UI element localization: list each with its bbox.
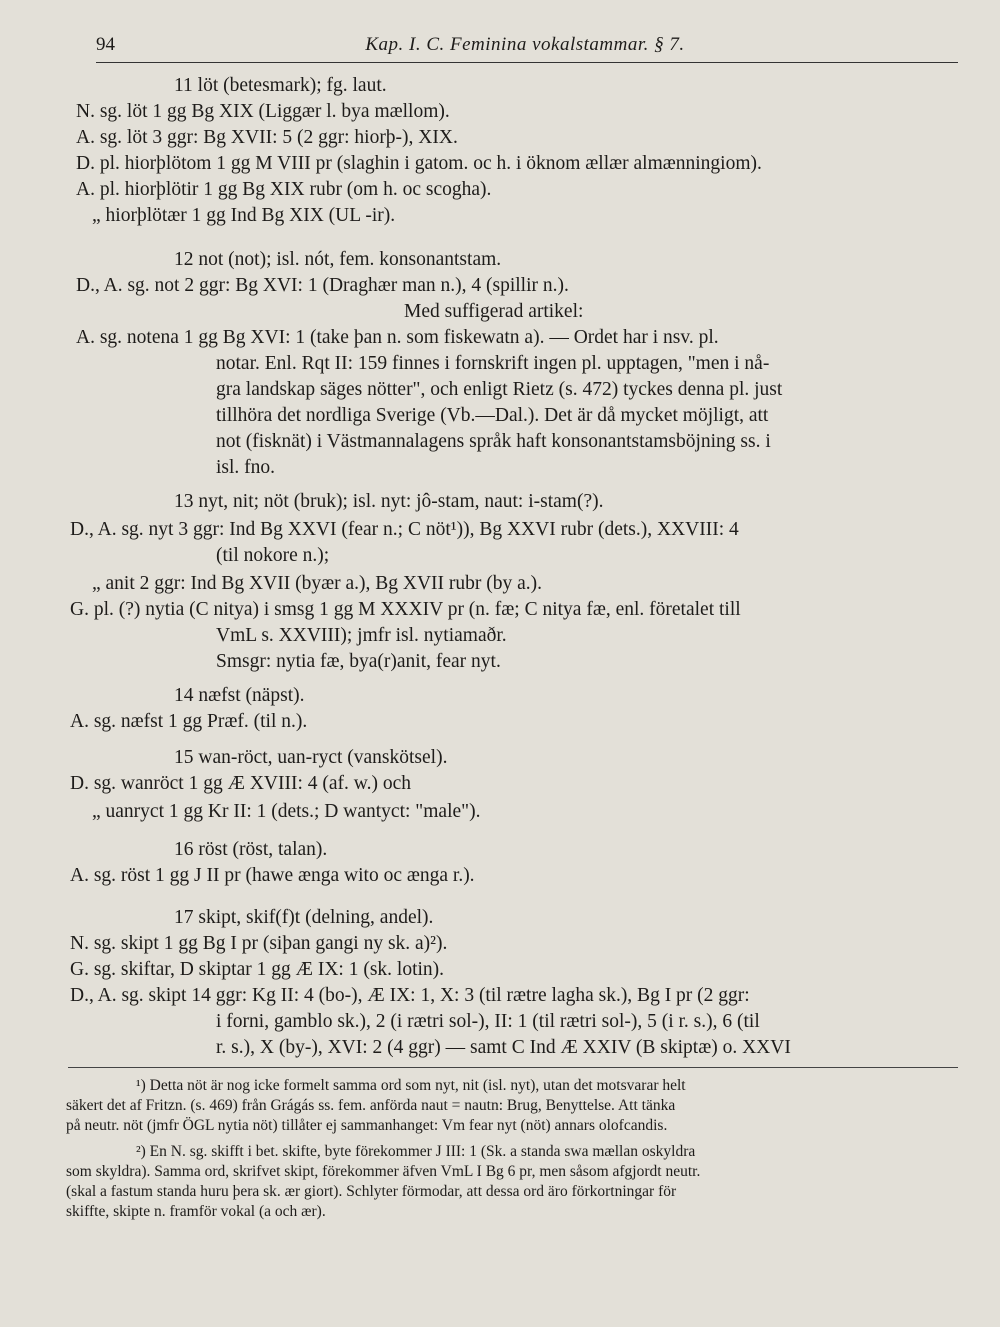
text-line: notar. Enl. Rqt II: 159 finnes i fornskrift ingen pl. upptagen, "men i nå- (216, 353, 770, 374)
footnote-line: ¹) Detta nöt är nog icke formelt samma ord som nyt, nit (isl. nyt), utan det motsvarar helt (136, 1077, 686, 1094)
text-line: gra landskap säges nötter", och enligt Rietz (s. 472) tyckes denna pl. just (216, 379, 783, 400)
entry-heading: 14 næfst (näpst). (174, 685, 305, 706)
text-line: D. sg. wanröct 1 gg Æ XVIII: 4 (af. w.) och (70, 773, 411, 794)
text-line: r. s.), X (by-), XVI: 2 (4 ggr) — samt C Ind Æ XXIV (B skiptæ) o. XXVI (216, 1037, 791, 1058)
text-line: G. pl. (?) nytia (C nitya) i smsg 1 gg M XXXIV pr (n. fæ; C nitya fæ, enl. företalet till (70, 599, 741, 620)
subheading: Med suffigerad artikel: (404, 301, 584, 322)
text-line: A. pl. hiorþlötir 1 gg Bg XIX rubr (om h. oc scogha). (76, 179, 492, 200)
footnote-line: säkert det af Fritzn. (s. 469) från Grágás ss. fem. anförda naut = nautn: Brug, Benyttelse. Att tänka (66, 1097, 676, 1114)
text-line: Smsgr: nytia fæ, bya(r)anit, fear nyt. (216, 651, 501, 672)
entry-heading: 11 löt (betesmark); fg. laut. (174, 75, 387, 96)
text-line: D., A. sg. skipt 14 ggr: Kg II: 4 (bo-), Æ IX: 1, X: 3 (til rætre lagha sk.), Bg I pr (2 ggr: (70, 985, 750, 1006)
text-line: A. sg. notena 1 gg Bg XVI: 1 (take þan n. som fiskewatn a). — Ordet har i nsv. pl. (76, 327, 719, 348)
running-title: Kap. I. C. Feminina vokalstammar. § 7. (365, 34, 685, 55)
text-line: „ uanryct 1 gg Kr II: 1 (dets.; D wantyct: "male"). (92, 801, 481, 822)
footnote-line: (skal a fastum standa huru þera sk. ær giort). Schlyter förmodar, att dessa ord äro förkortningar för (66, 1183, 677, 1200)
text-line: „ anit 2 ggr: Ind Bg XVII (byær a.), Bg XVII rubr (by a.). (92, 573, 543, 594)
text-line: (til nokore n.); (216, 545, 330, 566)
text-line: isl. fno. (216, 457, 276, 478)
header-rule (96, 62, 958, 63)
footnote-rule (68, 1067, 958, 1068)
page-number: 94 (96, 34, 115, 55)
text-line: A. sg. löt 3 ggr: Bg XVII: 5 (2 ggr: hiorþ-), XIX. (76, 127, 458, 148)
footnote-line: som skyldra). Samma ord, skrifvet skipt, förekommer äfven VmL I Bg 6 pr, men såsom afgjordt neutr. (66, 1163, 701, 1180)
entry-heading: 15 wan-röct, uan-ryct (vanskötsel). (174, 747, 448, 768)
text-line: A. sg. röst 1 gg J II pr (hawe ænga wito oc ænga r.). (70, 865, 475, 886)
text-line: D., A. sg. nyt 3 ggr: Ind Bg XXVI (fear n.; C nöt¹)), Bg XXVI rubr (dets.), XXVIII: 4 (70, 519, 739, 540)
text-line: not (fisknät) i Västmannalagens språk haft konsonantstamsböjning ss. i (216, 431, 771, 452)
text-line: i forni, gamblo sk.), 2 (i rætri sol-), II: 1 (til rætri sol-), 5 (i r. s.), 6 (til (216, 1011, 760, 1032)
text-line: VmL s. XXVIII); jmfr isl. nytiamaðr. (216, 625, 507, 646)
page-header (96, 34, 954, 60)
text-line: G. sg. skiftar, D skiptar 1 gg Æ IX: 1 (sk. lotin). (70, 959, 445, 980)
text-line: tillhöra det nordliga Sverige (Vb.—Dal.). Det är då mycket möjligt, att (216, 405, 769, 426)
entry-heading: 12 not (not); isl. nót, fem. konsonantstam. (174, 249, 502, 270)
entry-heading: 16 röst (röst, talan). (174, 839, 328, 860)
footnote-line: skiffte, skipte n. framför vokal (a och ær). (66, 1203, 326, 1220)
entry-heading: 17 skipt, skif(f)t (delning, andel). (174, 907, 434, 928)
text-line: D. pl. hiorþlötom 1 gg M VIII pr (slaghin i gatom. oc h. i öknom ællær almænningiom). (76, 153, 762, 174)
text-line: N. sg. löt 1 gg Bg XIX (Liggær l. bya mællom). (76, 101, 450, 122)
text-line: N. sg. skipt 1 gg Bg I pr (siþan gangi ny sk. a)²). (70, 933, 448, 954)
footnote-line: ²) En N. sg. skifft i bet. skifte, byte förekommer J III: 1 (Sk. a standa swa mællan oskyldra (136, 1143, 696, 1160)
footnote-line: på neutr. nöt (jmfr ÖGL nytia nöt) tillåter ej sammanhanget: Vm fear nyt (nöt) annars olofcandis. (66, 1117, 668, 1134)
text-line: A. sg. næfst 1 gg Præf. (til n.). (70, 711, 308, 732)
text-line: D., A. sg. not 2 ggr: Bg XVI: 1 (Draghær man n.), 4 (spillir n.). (76, 275, 569, 296)
text-line: „ hiorþlötær 1 gg Ind Bg XIX (UL -ir). (92, 205, 396, 226)
entry-heading: 13 nyt, nit; nöt (bruk); isl. nyt: jô-stam, naut: i-stam(?). (174, 491, 604, 512)
